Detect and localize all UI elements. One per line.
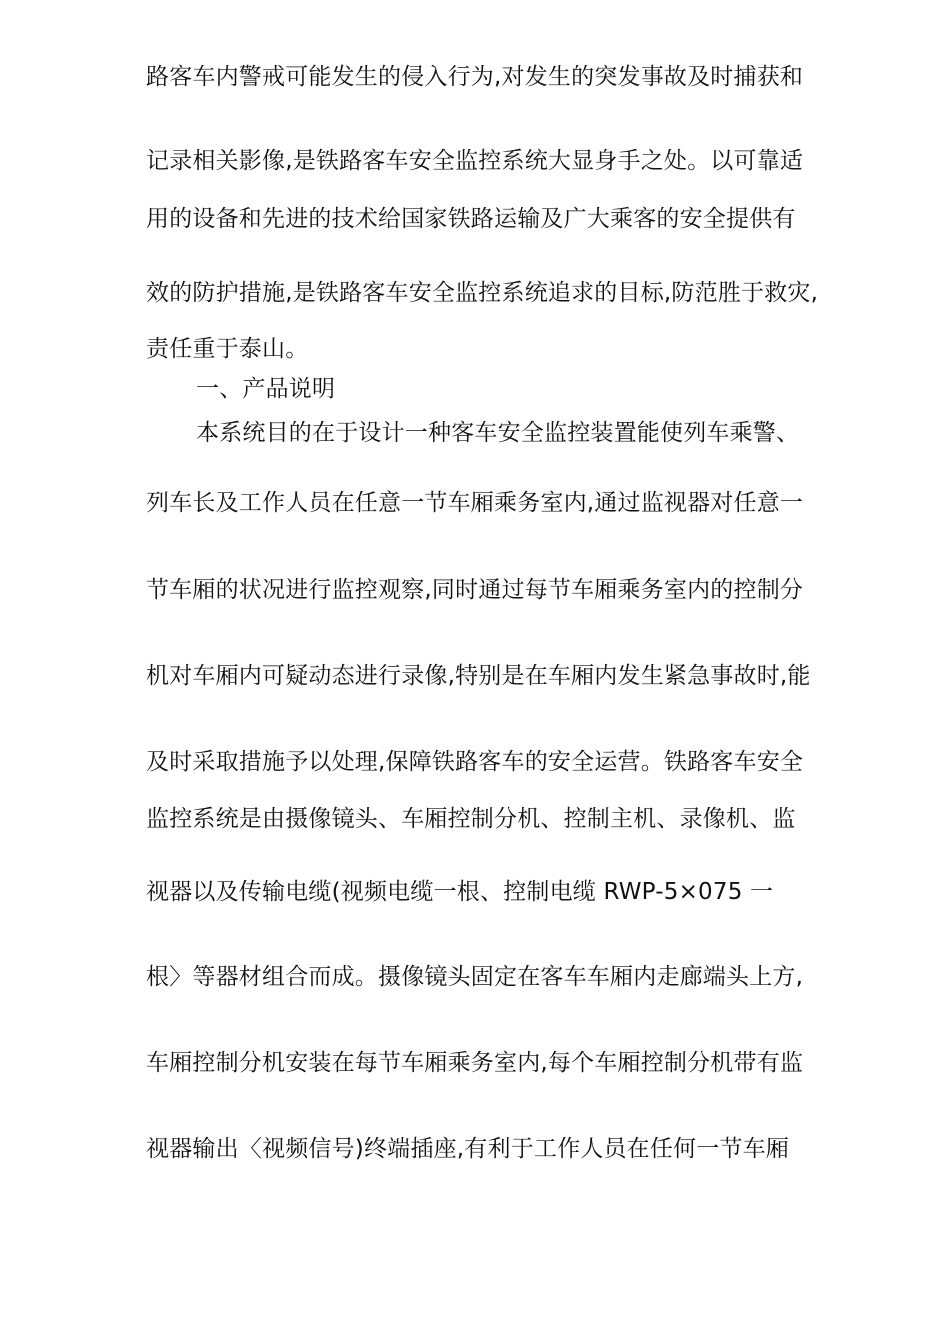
section-heading: 一、产品说明 bbox=[196, 376, 336, 402]
text-line: 责任重于泰山。 bbox=[146, 336, 309, 362]
text-line: 列车长及工作人员在任意一节车厢乘务室内,通过监视器对任意一 bbox=[146, 490, 804, 516]
text-line: 监控系统是由摄像镜头、车厢控制分机、控制主机、录像机、监 bbox=[146, 806, 796, 832]
text-line: 根〉等器材组合而成。摄像镜头固定在客车车厢内走廊端头上方, bbox=[146, 964, 804, 990]
text-line: 视器以及传输电缆(视频电缆一根、控制电缆 RWP-5×075 一 bbox=[146, 879, 774, 905]
text-line: 机对车厢内可疑动态进行录像,特别是在车厢内发生紧急事故时,能 bbox=[146, 663, 811, 689]
paragraph-first-line: 本系统目的在于设计一种客车安全监控装置能使列车乘警、 bbox=[196, 420, 800, 446]
text-line: 车厢控制分机安装在每节车厢乘务室内,每个车厢控制分机带有监 bbox=[146, 1050, 804, 1076]
text-line: 节车厢的状况进行监控观察,同时通过每节车厢乘务室内的控制分 bbox=[146, 577, 804, 603]
text-line: 效的防护措施,是铁路客车安全监控系统追求的目标,防范胜于救灾, bbox=[146, 280, 819, 306]
text-line: 视器输出〈视频信号)终端插座,有利于工作人员在任何一节车厢 bbox=[146, 1136, 790, 1162]
text-line: 路客车内警戒可能发生的侵入行为,对发生的突发事故及时捕获和 bbox=[146, 64, 804, 90]
text-line: 及时采取措施予以处理,保障铁路客车的安全运营。铁路客车安全 bbox=[146, 749, 804, 775]
text-line: 记录相关影像,是铁路客车安全监控系统大显身手之处。以可靠适 bbox=[146, 148, 804, 174]
text-line: 用的设备和先进的技术给国家铁路运输及广大乘客的安全提供有 bbox=[146, 206, 796, 232]
